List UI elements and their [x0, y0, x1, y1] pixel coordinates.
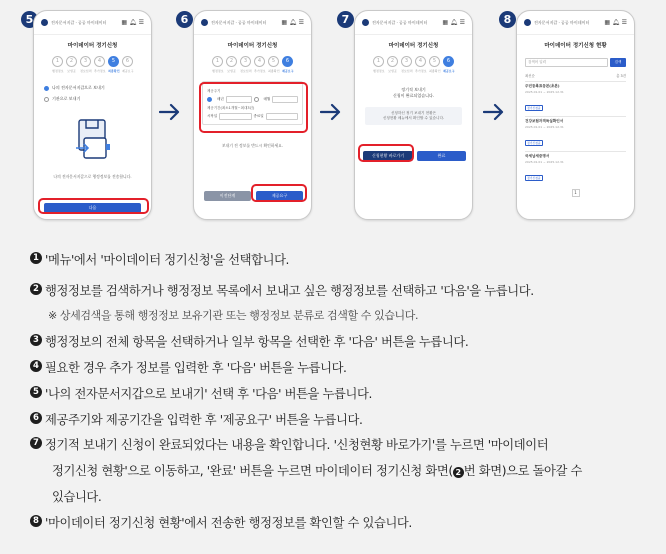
number-badge: 4 — [30, 360, 42, 372]
step-label: 행정정보 — [373, 69, 385, 73]
item-title: 건강보험자격득실확인서 — [525, 119, 564, 123]
range-label: 제공기간(최소1개월~최대3년) — [207, 106, 255, 110]
item-date: 2025.01.01 ~ 2025.12.31 — [525, 125, 564, 129]
step-dot-active: 5 — [108, 56, 119, 67]
number-badge: 1 — [30, 252, 42, 264]
grid-icon[interactable]: ▦ — [121, 19, 127, 26]
menu-icon[interactable]: ☰ — [459, 19, 465, 26]
instruction-text: 행정정보를 검색하거나 행정정보 목록에서 보내고 싶은 행정정보를 선택하고 '다음'을 누릅니다. — [45, 284, 534, 298]
number-badge: 5 — [30, 386, 42, 398]
instruction-text: 제공주기와 제공기간을 입력한 후 '제공요구' 버튼을 누릅니다. — [45, 413, 363, 427]
step-label: 추가정보 — [415, 69, 427, 73]
step-dot: 1 — [212, 56, 223, 67]
page-title: 마이데이터 정기신청 — [388, 43, 439, 49]
page-title: 마이데이터 정기신청 현황 — [544, 43, 607, 49]
step-label-active: 제공요구 — [282, 69, 294, 73]
highlight-box — [251, 184, 307, 202]
step-dot: 5 — [268, 56, 279, 67]
step-dot: 4 — [254, 56, 265, 67]
menu-icon[interactable]: ☰ — [298, 19, 304, 26]
number-badge: 7 — [30, 437, 42, 449]
step-dot: 2 — [387, 56, 398, 67]
next-button[interactable]: 다음 — [44, 203, 141, 213]
step-badge-7: 7 — [337, 11, 354, 28]
step-badge-5: 5 — [21, 11, 38, 28]
phone-header — [517, 11, 634, 35]
item-date: 2025.01.01 ~ 2025.12.31 — [525, 90, 564, 94]
complete-line-1: 정기적 보내기 — [401, 87, 426, 92]
info-box — [365, 107, 462, 125]
screenshot-strip — [0, 0, 666, 230]
menu-icon[interactable]: ☰ — [138, 19, 144, 26]
instruction-text: '메뉴'에서 '마이데이터 정기신청'을 선택합니다. — [45, 253, 290, 267]
logo-icon — [41, 19, 48, 26]
item-title: 국세납세증명서 — [525, 154, 550, 158]
step-dot: 4 — [94, 56, 105, 67]
total-count: 총 3건 — [616, 74, 626, 78]
brand-text: 전자문서지갑 · 공공 마이데이터 — [51, 19, 107, 25]
instruction-7-end: 있습니다. — [52, 490, 102, 504]
brand-text: 전자문서지갑 · 공공 마이데이터 — [372, 19, 428, 25]
instruction-note: ※ 상세검색을 통해 행정정보 보유기관 또는 행정정보 분류로 검색할 수 있습니다. — [48, 309, 419, 322]
phone-screen-8 — [516, 10, 635, 220]
list-item[interactable] — [525, 151, 626, 183]
stepper — [34, 56, 151, 67]
status-shortcut-button[interactable]: 신청현황 바로가기 — [363, 151, 413, 161]
instruction-text: 번 화면)으로 돌아갈 수 — [463, 464, 582, 478]
phone-header — [194, 11, 311, 35]
logo-icon — [201, 19, 208, 26]
highlight-box — [358, 144, 414, 162]
logo-icon — [524, 19, 531, 26]
step-label: 행정정보 — [52, 69, 64, 73]
step-label: 보낼곳 — [67, 69, 76, 73]
status-badge: 정기신청중 — [527, 176, 541, 180]
step-badge-6: 6 — [176, 11, 193, 28]
step-dot: 3 — [240, 56, 251, 67]
filter-row — [525, 73, 626, 78]
step-label: 정보입력 — [240, 69, 252, 73]
radio-label: 나의 전자문서지갑으로 보내기 — [52, 85, 105, 90]
item-date: 2025.01.01 ~ 2025.12.31 — [525, 160, 564, 164]
number-badge: 8 — [30, 515, 42, 527]
status-badge: 정기신청중 — [527, 141, 541, 145]
number-badge: 2 — [453, 467, 464, 478]
step-label: 보낼곳 — [388, 69, 397, 73]
step-dot: 2 — [226, 56, 237, 67]
arrow-right-icon — [483, 103, 505, 121]
instruction-text: '나의 전자문서지갑으로 보내기' 선택 후 '다음' 버튼을 누릅니다. — [45, 387, 372, 401]
number-badge: 2 — [30, 283, 42, 295]
number-badge: 3 — [30, 334, 42, 346]
phone-header — [34, 11, 151, 35]
step-label-active: 제공요구 — [443, 69, 455, 73]
item-title: 주민등록표등본(초본) — [525, 84, 560, 88]
bell-icon[interactable]: 🔔︎ — [288, 19, 297, 26]
brand-text: 전자문서지갑 · 공공 마이데이터 — [534, 19, 590, 25]
step-dot: 2 — [66, 56, 77, 67]
phone-header — [355, 11, 472, 35]
instruction-8 — [30, 513, 412, 531]
radio-agency[interactable] — [44, 96, 141, 102]
step-dot: 5 — [429, 56, 440, 67]
instruction-7 — [30, 435, 548, 453]
highlight-box — [199, 82, 308, 133]
prev-button[interactable]: 이전단계 — [204, 191, 251, 201]
step-label: 행정정보 — [212, 69, 224, 73]
logo-icon — [362, 19, 369, 26]
instruction-text: '마이데이터 정기신청 현황'에서 전송한 행정정보를 확인할 수 있습니다. — [45, 516, 412, 530]
wallet-illustration-icon — [74, 116, 112, 164]
step-label: 보낼곳 — [227, 69, 236, 73]
phone-screen-5 — [33, 10, 152, 220]
grid-icon[interactable]: ▦ — [281, 19, 287, 26]
step-label: 정보입력 — [401, 69, 413, 73]
step-dot: 3 — [401, 56, 412, 67]
stepper-labels — [34, 69, 151, 73]
info-text: 나의 전자문서지갑으로 행정정보를 전송합니다. — [53, 174, 132, 179]
search-input[interactable]: 검색어 입력 — [525, 58, 608, 67]
period-label: 제공주기 — [207, 89, 221, 93]
instruction-text: 정기적 보내기 신청이 완료되었다는 내용을 확인합니다. '신청현황 바로가기'를 누르면 '마이데이터 — [45, 438, 549, 452]
list-item[interactable] — [525, 116, 626, 148]
instruction-5 — [30, 384, 372, 402]
brand-text: 전자문서지갑 · 공공 마이데이터 — [211, 19, 267, 25]
done-button[interactable]: 완료 — [417, 151, 466, 161]
instruction-text: 필요한 경우 추가 정보를 입력한 후 '다음' 버튼을 누릅니다. — [45, 361, 347, 375]
step-label: 추가정보 — [94, 69, 106, 73]
stepper-labels — [194, 69, 311, 73]
instruction-text: 정기신청 현황'으로 이동하고, '완료' 버튼을 누르면 마이데이터 정기신청 화면( — [52, 464, 453, 478]
radio-label: 기관으로 보내기 — [52, 96, 81, 101]
instruction-7-continued — [52, 461, 582, 479]
arrow-right-icon — [159, 103, 181, 121]
sort-select[interactable]: 최신순 — [525, 74, 535, 78]
instruction-2 — [30, 281, 534, 299]
arrow-right-icon — [320, 103, 342, 121]
search-bar — [525, 58, 626, 67]
step-label: 추가정보 — [254, 69, 266, 73]
highlight-box — [38, 198, 149, 214]
step-dot: 4 — [415, 56, 426, 67]
radio-my-wallet[interactable] — [44, 85, 141, 91]
end-label: 종료일 — [253, 114, 264, 118]
phone-screen-7 — [354, 10, 473, 220]
start-label: 시작일 — [207, 114, 218, 118]
status-badge: 정기신청중 — [527, 106, 541, 110]
period-opt-yearly: 매년 — [217, 97, 224, 101]
grid-icon[interactable]: ▦ — [604, 19, 610, 26]
period-opt-monthly: 매월 — [263, 97, 271, 101]
warning-text: 보내기 전 정보를 반드시 확인하세요. — [221, 143, 284, 148]
info-line-1: 신청하신 정기 보내기 현황은 — [390, 111, 437, 115]
radio-icon — [44, 97, 49, 102]
instruction-1 — [30, 250, 289, 268]
step-dot: 3 — [80, 56, 91, 67]
radio-icon — [44, 86, 49, 91]
step-badge-8: 8 — [499, 11, 516, 28]
step-dot-active: 6 — [443, 56, 454, 67]
step-label: 제공요구 — [122, 69, 134, 73]
instruction-text: 행정정보의 전체 항목을 선택하거나 일부 항목을 선택한 후 '다음' 버튼을 누릅니다. — [45, 335, 469, 349]
step-label: 최종확인 — [268, 69, 280, 73]
pagination-page[interactable]: 1 — [572, 189, 580, 197]
instruction-4 — [30, 358, 347, 376]
step-label: 최종확인 — [429, 69, 441, 73]
step-dot: 1 — [52, 56, 63, 67]
stepper — [194, 56, 311, 67]
number-badge: 6 — [30, 412, 42, 424]
page-title: 마이데이터 정기신청 — [227, 43, 278, 49]
grid-icon[interactable]: ▦ — [442, 19, 448, 26]
step-label-active: 최종확인 — [108, 69, 120, 73]
step-dot: 1 — [373, 56, 384, 67]
bell-icon[interactable]: 🔔︎ — [449, 19, 458, 26]
instruction-6 — [30, 410, 363, 428]
step-label: 정보입력 — [80, 69, 92, 73]
instruction-3 — [30, 332, 468, 350]
submit-button[interactable]: 제공요구 — [256, 191, 303, 201]
step-dot-active: 6 — [282, 56, 293, 67]
search-button[interactable]: 검색 — [610, 58, 626, 67]
complete-message — [355, 87, 472, 99]
menu-icon[interactable]: ☰ — [621, 19, 627, 26]
bell-icon[interactable]: 🔔︎ — [611, 19, 620, 26]
info-line-2: 신청현황 메뉴에서 확인할 수 있습니다. — [382, 116, 445, 120]
bell-icon[interactable]: 🔔︎ — [128, 19, 137, 26]
stepper-labels — [355, 69, 472, 73]
step-dot: 6 — [122, 56, 133, 67]
page-title: 마이데이터 정기신청 — [67, 43, 118, 49]
list-item[interactable] — [525, 81, 626, 113]
stepper — [355, 56, 472, 67]
complete-line-2: 신청이 완료되었습니다. — [392, 93, 435, 98]
